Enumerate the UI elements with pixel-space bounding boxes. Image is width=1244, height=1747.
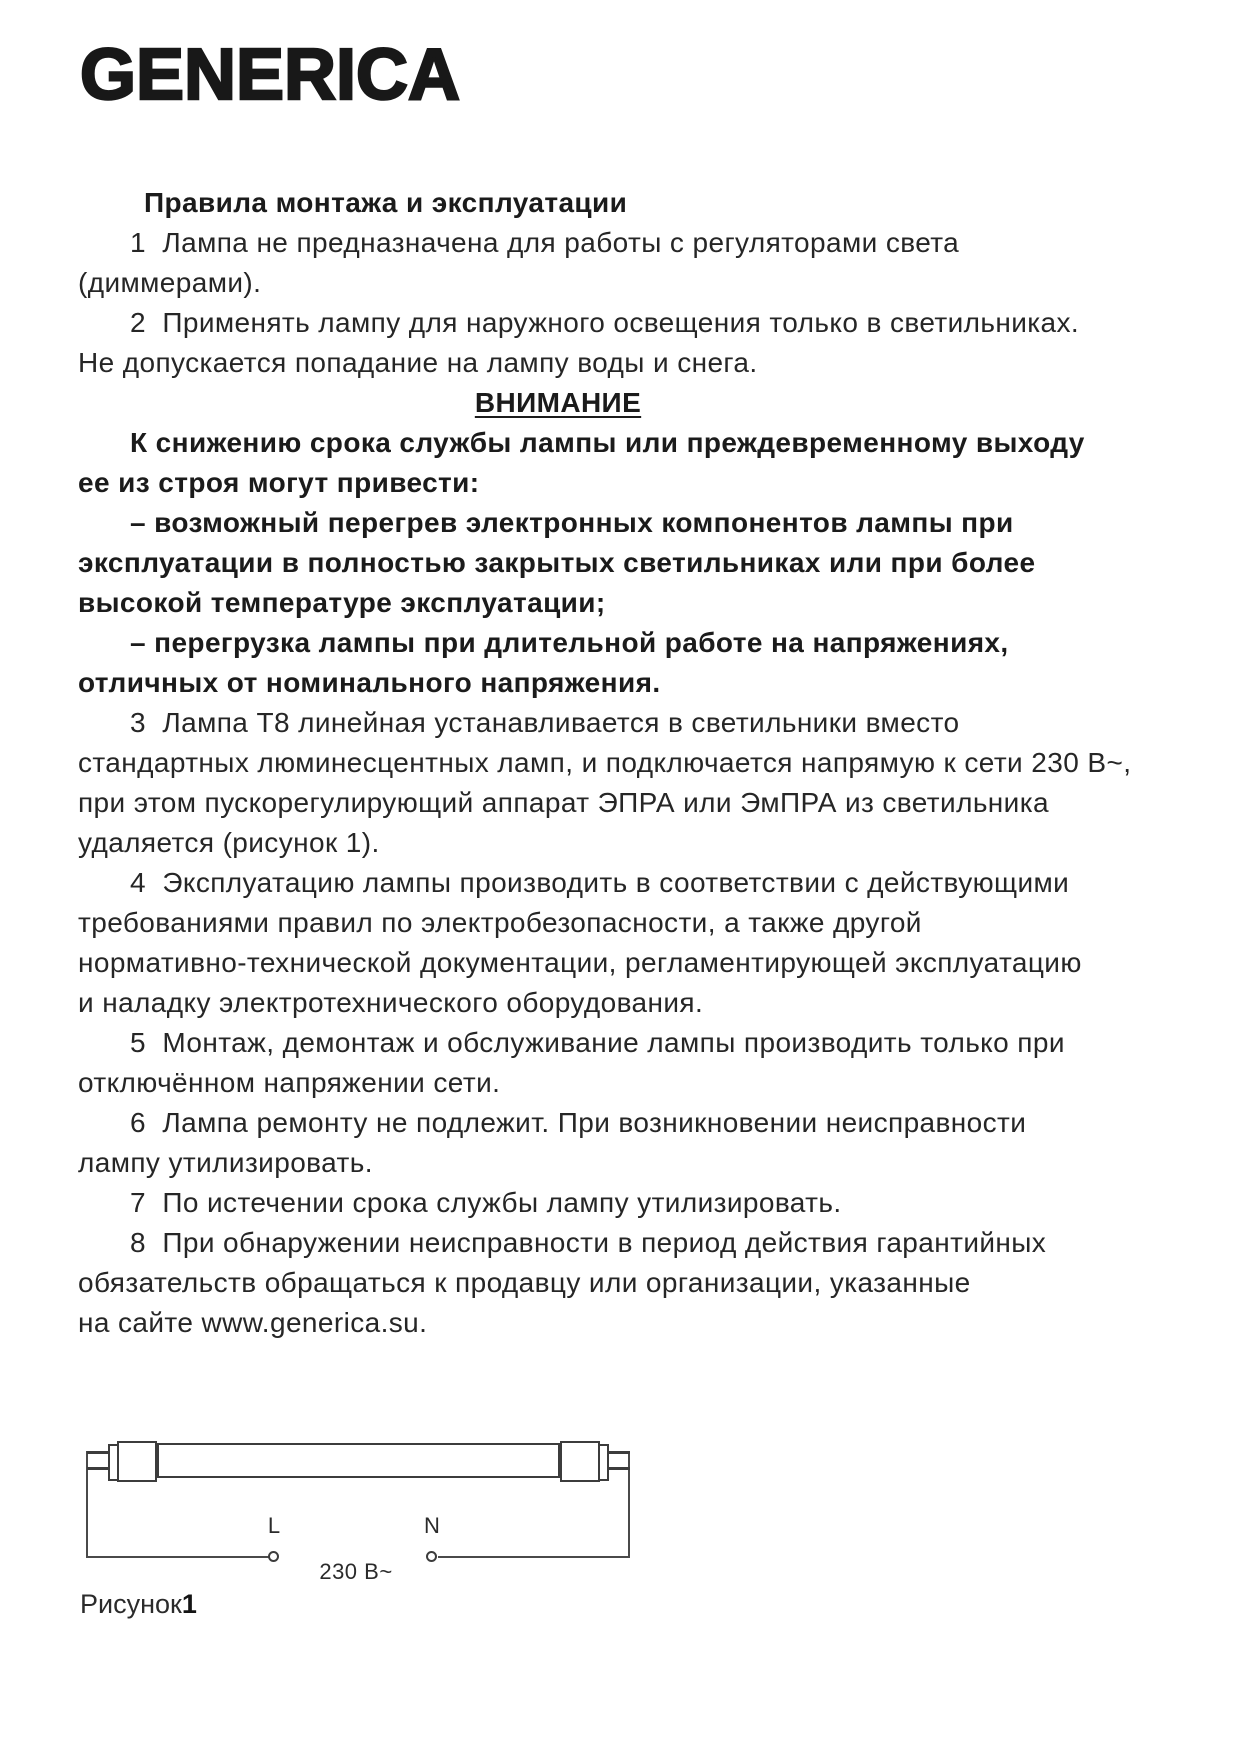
terminal-neutral-icon xyxy=(426,1551,437,1562)
text-line: высокой температуре эксплуатации; xyxy=(78,587,606,618)
text-line: К снижению срока службы лампы или преждевременному выходу xyxy=(130,427,1085,458)
text-line: Правила монтажа и эксплуатации xyxy=(144,187,628,218)
line-terminal-label: L xyxy=(267,1513,281,1538)
text-line: на сайте www.generica.su. xyxy=(78,1307,428,1338)
lamp-endcap-left xyxy=(117,1441,157,1482)
text-line: – возможный перегрев электронных компонентов лампы при xyxy=(130,507,1014,538)
text-line: отключённом напряжении сети. xyxy=(78,1067,501,1098)
text-line: ее из строя могут привести: xyxy=(78,467,480,498)
text-line: 3 Лампа Т8 линейная устанавливается в светильники вместо xyxy=(130,707,960,738)
figure-caption xyxy=(80,1589,197,1620)
text-line: и наладку электротехнического оборудования. xyxy=(78,987,704,1018)
text-line: ВНИМАНИЕ xyxy=(474,387,642,418)
lamp-pin-left-bottom xyxy=(87,1467,108,1470)
neutral-terminal-label: N xyxy=(424,1513,440,1538)
figure-caption-word: Рисунок xyxy=(80,1589,182,1619)
text-line: отличных от номинального напряжения. xyxy=(78,667,661,698)
text-line: 4 Эксплуатацию лампы производить в соответствии с действующими xyxy=(130,867,1070,898)
text-line: Не допускается попадание на лампу воды и снега. xyxy=(78,347,758,378)
text-line: 6 Лампа ремонту не подлежит. При возникновении неисправности xyxy=(130,1107,1027,1138)
lamp-tube-body xyxy=(157,1443,560,1478)
text-line: 8 При обнаружении неисправности в период действия гарантийных xyxy=(130,1227,1047,1258)
brand-logo: GENERICA xyxy=(80,35,461,115)
terminal-line-icon xyxy=(268,1551,279,1562)
text-line: стандартных люминесцентных ламп, и подключается напрямую к сети 230 В~, xyxy=(78,747,1132,778)
text-line: 1 Лампа не предназначена для работы с регуляторами света xyxy=(130,227,960,258)
text-line: лампу утилизировать. xyxy=(78,1147,373,1178)
figure-caption-number: 1 xyxy=(181,1589,197,1619)
text-line: при этом пускорегулирующий аппарат ЭПРА или ЭмПРА из светильника xyxy=(78,787,1049,818)
text-line: нормативно-технической документации, регламентирующей эксплуатацию xyxy=(78,947,1082,978)
wire-left-horizontal xyxy=(86,1556,269,1558)
lamp-pin-right-bottom xyxy=(609,1467,630,1470)
wiring-figure xyxy=(0,1425,1244,1655)
text-line: 2 Применять лампу для наружного освещения только в светильниках. xyxy=(130,307,1080,338)
lamp-endcap-right xyxy=(560,1441,600,1482)
voltage-label: 230 В~ xyxy=(319,1559,393,1584)
document-text xyxy=(78,183,1238,1343)
text-line: эксплуатации в полностью закрытых светильниках или при более xyxy=(78,547,1036,578)
text-line: удаляется (рисунок 1). xyxy=(78,827,380,858)
text-line: обязательств обращаться к продавцу или организации, указанные xyxy=(78,1267,971,1298)
text-line: (диммерами). xyxy=(78,267,262,298)
text-line: 7 По истечении срока службы лампу утилизировать. xyxy=(130,1187,842,1218)
text-line: требованиями правил по электробезопасности, а также другой xyxy=(78,907,922,938)
lamp-pin-left-top xyxy=(87,1451,108,1454)
lamp-pin-right-top xyxy=(609,1451,630,1454)
text-line: – перегрузка лампы при длительной работе на напряжениях, xyxy=(130,627,1009,658)
text-line: 5 Монтаж, демонтаж и обслуживание лампы производить только при xyxy=(130,1027,1065,1058)
wire-right-horizontal xyxy=(438,1556,630,1558)
